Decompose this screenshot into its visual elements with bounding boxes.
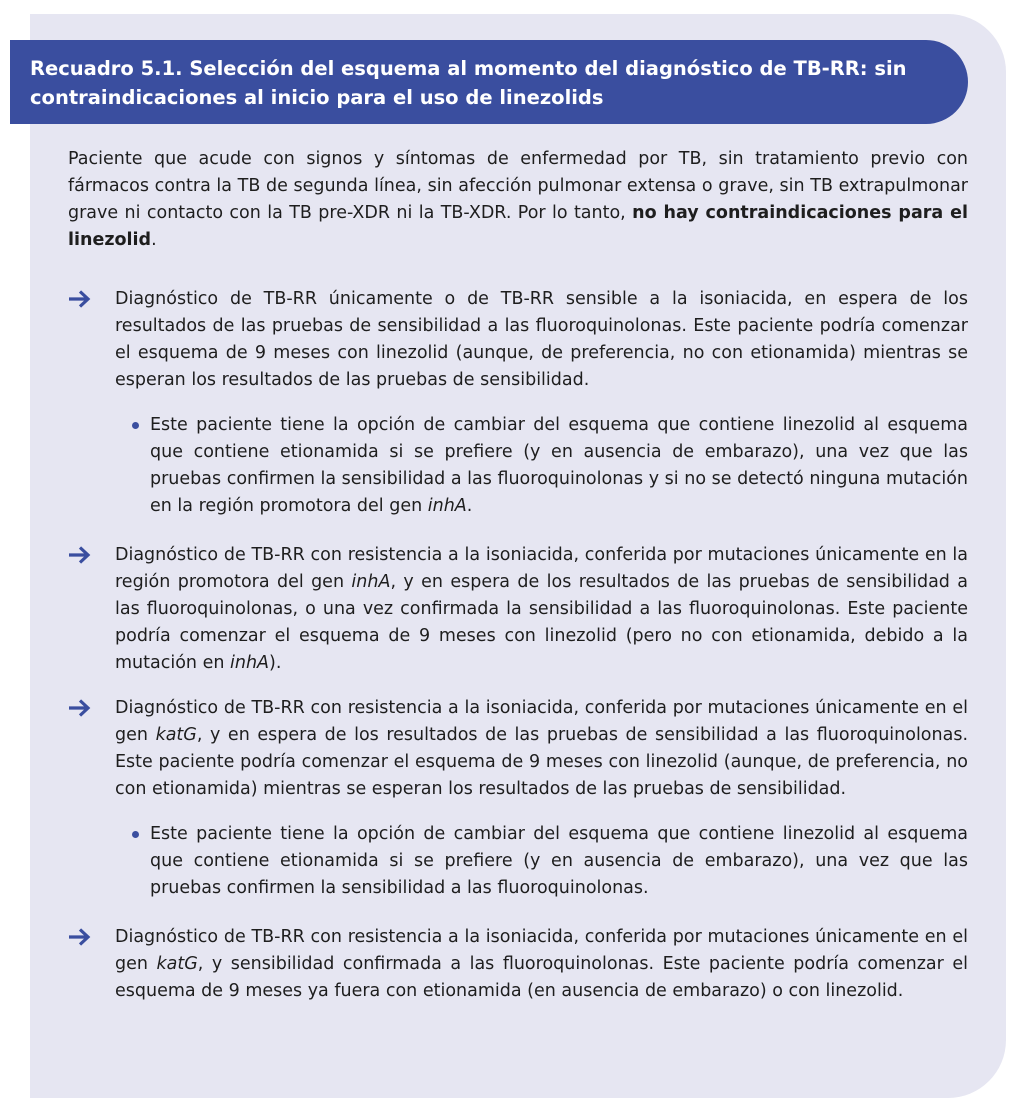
intro-end: . xyxy=(151,230,157,250)
list-item-4-text xyxy=(115,924,968,1005)
list-item-2 xyxy=(68,542,968,677)
sub-bullet-1-end: . xyxy=(466,496,473,516)
gene-name: inhA xyxy=(351,572,391,592)
list-item-4-part-a: Diagnóstico de TB-RR con resistencia a la isoniacida, conferida por mutaciones únicamente en el gen xyxy=(115,927,968,974)
box-title-banner xyxy=(10,40,968,124)
list-item-4 xyxy=(68,924,968,1005)
right-arrow-icon xyxy=(68,289,92,309)
intro-bold-text: no hay contraindicaciones para el linezolid xyxy=(68,203,968,250)
box-title-line-2: contraindicaciones al inicio para el uso de linezolids xyxy=(30,86,604,109)
gene-name: katG xyxy=(156,954,198,974)
intro-text: Paciente que acude con signos y síntomas de enfermedad por TB, sin tratamiento previo con fármacos contra la TB de segunda línea, sin afección pulmonar extensa o grave, sin TB extrapulmonar grave ni contacto con la TB pre-XDR ni la TB-XDR. Por lo tanto, xyxy=(68,149,968,223)
list-item-4-part-b: , y sensibilidad confirmada a las fluoroquinolonas. Este paciente podría comenzar el esquema de 9 meses ya fuera con etionamida (en ausencia de embarazo) o con linezolid. xyxy=(115,954,968,1001)
gene-name: inhA xyxy=(230,653,270,673)
list-item-1 xyxy=(68,286,968,394)
list-item-3 xyxy=(68,695,968,803)
list-item-2-part-c: ). xyxy=(269,653,282,673)
list-item-3-part-a: Diagnóstico de TB-RR con resistencia a la isoniacida, conferida por mutaciones únicamente en el gen xyxy=(115,698,968,745)
list-item-1-text: Diagnóstico de TB-RR únicamente o de TB-RR sensible a la isoniacida, en espera de los resultados de las pruebas de sensibilidad a las fluoroquinolonas. Este paciente podría comenzar el esquema de 9 meses con linezolid (aunque, de preferencia, no con etionamida) mientras se esperan los resultados de las pruebas de sensibilidad. xyxy=(115,289,968,390)
right-arrow-icon xyxy=(68,545,92,565)
list-item-3-text xyxy=(115,695,968,803)
right-arrow-icon xyxy=(68,927,92,947)
intro-paragraph xyxy=(68,146,968,254)
gene-name: katG xyxy=(155,725,197,745)
list-item-2-part-b: , y en espera de los resultados de las pruebas de sensibilidad a las fluoroquinolonas, o una vez confirmada la sensibilidad a las fluoroquinolonas. Este paciente podría comenzar el esquema de 9 meses con linezolid (pero no con etionamida, debido a la mutación en xyxy=(115,572,968,673)
sub-bullet-2-text: Este paciente tiene la opción de cambiar del esquema que contiene linezolid al esquema que contiene etionamida si se prefiere (y en ausencia de embarazo), una vez que las pruebas confirmen la sensibilidad a las fluoroquinolonas. xyxy=(150,824,968,898)
box-content xyxy=(68,146,968,1023)
list-item-2-text xyxy=(115,542,968,677)
right-arrow-icon xyxy=(68,698,92,718)
gene-name: inhA xyxy=(427,496,467,516)
sub-bullet-1 xyxy=(132,412,968,520)
list-item-3-part-b: , y en espera de los resultados de las pruebas de sensibilidad a las fluoroquinolonas. Este paciente podría comenzar el esquema de 9 meses con linezolid (aunque, de preferencia, no con etionamida) mientras se esperan los resultados de las pruebas de sensibilidad. xyxy=(115,725,969,799)
list-item-2-part-a: Diagnóstico de TB-RR con resistencia a la isoniacida, conferida por mutaciones únicamente en la región promotora del gen xyxy=(115,545,968,592)
sub-bullet-1-text xyxy=(150,412,968,520)
box-title-line-1: Recuadro 5.1. Selección del esquema al momento del diagnóstico de TB-RR: sin xyxy=(30,57,907,80)
bullet-dot-icon xyxy=(132,422,139,429)
sub-bullet-2 xyxy=(132,821,968,902)
sub-bullet-1-body: Este paciente tiene la opción de cambiar del esquema que contiene linezolid al esquema que contiene etionamida si se prefiere (y en ausencia de embarazo), una vez que las pruebas confirmen la sensibilidad a las fluoroquinolonas y si no se detectó ninguna mutación en la región promotora del gen xyxy=(150,415,968,516)
bullet-dot-icon xyxy=(132,831,139,838)
